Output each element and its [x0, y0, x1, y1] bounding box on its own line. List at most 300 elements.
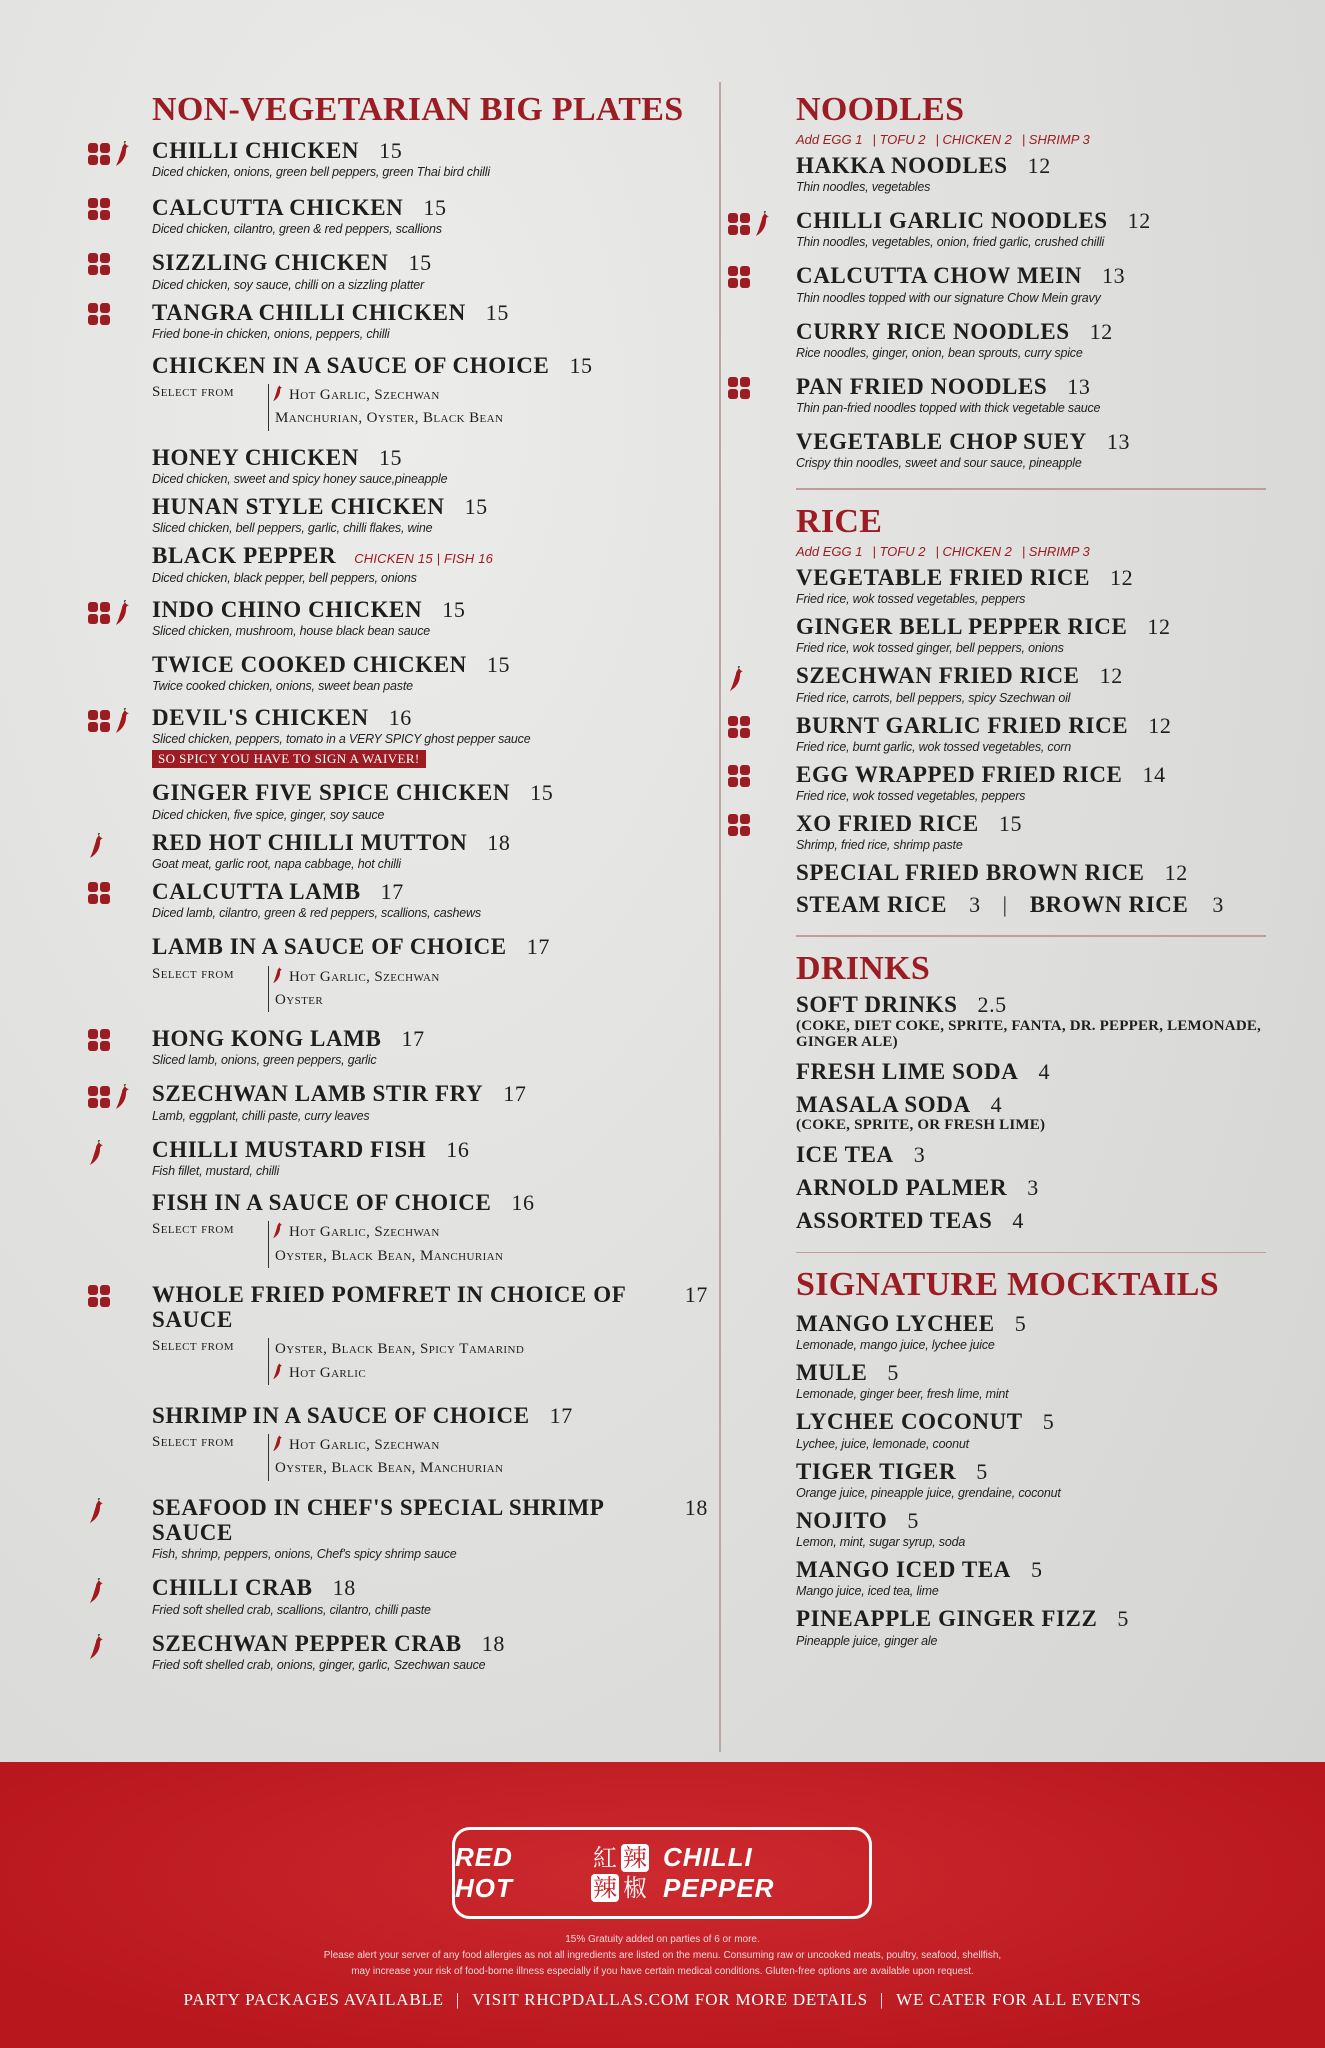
- menu-item-description: Fried rice, carrots, bell peppers, spicy Szechwan oil: [796, 690, 1071, 705]
- chef-special-icon: [728, 213, 750, 235]
- chili-pepper-icon: [114, 600, 132, 626]
- section-title-big-plates: NON-VEGETARIAN BIG PLATES: [152, 91, 684, 128]
- logo-text-left: RED HOT: [455, 1842, 513, 1903]
- menu-item-name: CHICKEN IN A SAUCE OF CHOICE: [152, 352, 550, 378]
- item-icons: [88, 1498, 106, 1524]
- menu-item: [758, 762, 1263, 803]
- menu-item: [758, 1360, 1263, 1401]
- menu-item-price: 5: [887, 1359, 900, 1385]
- menu-item-name: CHILLI GARLIC NOODLES: [796, 207, 1108, 233]
- menu-item-name: CHILLI MUSTARD FISH: [152, 1136, 427, 1162]
- sauce-option: Hot Garlic, Szechwan: [289, 1437, 440, 1454]
- menu-item: [758, 1208, 1263, 1233]
- menu-item-description: Lamb, eggplant, chilli paste, curry leaves: [152, 1108, 370, 1123]
- menu-item: [88, 1575, 708, 1616]
- menu-item-name: PINEAPPLE GINGER FIZZ: [796, 1606, 1098, 1632]
- menu-item-name: XO FRIED RICE: [796, 811, 979, 837]
- column-divider: [719, 82, 721, 1752]
- menu-item-price: 2.5: [977, 992, 1007, 1018]
- chef-special-icon: [88, 1029, 110, 1051]
- chef-special-icon: [88, 1086, 110, 1108]
- menu-item: [88, 780, 708, 821]
- menu-item-name: TIGER TIGER: [796, 1458, 957, 1484]
- noodles-section: [758, 92, 1263, 470]
- menu-item-description: Fish, shrimp, peppers, onions, Chef's spicy shrimp sauce: [152, 1547, 457, 1562]
- menu-item: [758, 1175, 1263, 1200]
- menu-item: [88, 138, 708, 179]
- menu-item-name: CURRY RICE NOODLES: [796, 318, 1070, 344]
- menu-item-description: Rice noodles, ginger, onion, bean sprouts, curry spice: [796, 345, 1083, 360]
- menu-item: [88, 652, 708, 693]
- menu-item-name: MULE: [796, 1359, 868, 1385]
- brown-rice-price: 3: [1212, 891, 1225, 917]
- item-icons: [88, 253, 110, 275]
- steam-rice-row: [758, 892, 1263, 917]
- chef-special-icon: [88, 253, 110, 275]
- menu-item-name: TWICE COOKED CHICKEN: [152, 651, 467, 677]
- menu-item: [88, 830, 708, 871]
- menu-item: [758, 1059, 1263, 1084]
- item-icons: [88, 600, 132, 626]
- chili-pepper-icon: [88, 833, 106, 859]
- menu-item-description: Sliced chicken, bell peppers, garlic, chilli flakes, wine: [152, 521, 433, 536]
- menu-item-description: Sliced lamb, onions, green peppers, garlic: [152, 1053, 377, 1068]
- menu-item-description: Orange juice, pineapple juice, grendaine, coconut: [796, 1485, 1061, 1500]
- menu-item: [758, 713, 1263, 754]
- menu-item-description: Crispy thin noodles, sweet and sour sauce, pineapple: [796, 456, 1082, 471]
- menu-item-price: 12: [1027, 152, 1051, 178]
- footer: [0, 1762, 1325, 2048]
- menu-item-price: 14: [1142, 761, 1166, 787]
- noodles-addons: Add EGG 1 | TOFU 2 | CHICKEN 2 | SHRIMP 3: [796, 131, 1090, 147]
- sauce-option: Hot Garlic, Szechwan: [289, 968, 440, 985]
- chef-special-icon: [728, 716, 750, 738]
- menu-item-price: 13: [1106, 429, 1131, 455]
- menu-item-description: Mango juice, iced tea, lime: [796, 1584, 939, 1599]
- menu-item-description: Diced chicken, black pepper, bell peppers, onions: [152, 570, 417, 585]
- menu-item: [88, 879, 708, 920]
- chili-pepper-icon: [754, 211, 772, 237]
- menu-item-name: TANGRA CHILLI CHICKEN: [152, 299, 466, 325]
- menu-item: [88, 1495, 708, 1562]
- footer-info-line: PARTY PACKAGES AVAILABLE | VISIT RHCPDALLAS.COM FOR MORE DETAILS | WE CATER FOR ALL EVENTS: [183, 1990, 1142, 2009]
- menu-item-name: CALCUTTA LAMB: [152, 879, 361, 905]
- menu-item: [758, 1092, 1263, 1134]
- menu-item-description: Lemonade, ginger beer, fresh lime, mint: [796, 1387, 1009, 1402]
- menu-item: [88, 934, 708, 1012]
- right-column: [758, 92, 1263, 1648]
- menu-item: [758, 1409, 1263, 1450]
- menu-item-description: Diced chicken, cilantro, green & red peppers, scallions: [152, 222, 442, 237]
- menu-item-name: HONEY CHICKEN: [152, 444, 359, 470]
- menu-item-description: Thin noodles, vegetables: [796, 179, 931, 194]
- menu-item-price-options: CHICKEN 15 | FISH 16: [354, 551, 494, 567]
- menu-item-price: 15: [378, 444, 403, 470]
- menu-item: [88, 1631, 708, 1672]
- item-icons: [88, 1140, 106, 1166]
- menu-item-price: 12: [1147, 613, 1171, 639]
- divider-rice: [796, 488, 1266, 490]
- chili-pepper-icon: [271, 1362, 285, 1380]
- menu-item-price: 3: [913, 1141, 926, 1167]
- menu-item: [758, 1508, 1263, 1549]
- menu-item-name: SPECIAL FRIED BROWN RICE: [796, 860, 1145, 886]
- item-icons: [728, 765, 750, 787]
- select-from-label: Select from: [152, 1338, 234, 1355]
- menu-item: [758, 263, 1263, 304]
- menu-item-name: FRESH LIME SODA: [796, 1058, 1019, 1084]
- menu-item-name: GINGER FIVE SPICE CHICKEN: [152, 780, 511, 806]
- chili-pepper-icon: [114, 1084, 132, 1110]
- menu-item-description: Fish fillet, mustard, chilli: [152, 1164, 280, 1179]
- menu-item: [88, 300, 708, 341]
- rice-addons: Add EGG 1 | TOFU 2 | CHICKEN 2 | SHRIMP 3: [796, 543, 1090, 559]
- menu-item-name: CHILLI CHICKEN: [152, 137, 360, 163]
- chef-special-icon: [728, 765, 750, 787]
- menu-item-price: 5: [1117, 1606, 1130, 1632]
- select-from-label: Select from: [152, 1434, 234, 1451]
- sauce-choice: [152, 384, 708, 431]
- menu-item-description: Lemon, mint, sugar syrup, soda: [796, 1535, 966, 1550]
- sauce-option: Hot Garlic, Szechwan: [289, 387, 440, 404]
- menu-item-description: Fried rice, wok tossed ginger, bell peppers, onions: [796, 641, 1064, 656]
- menu-item-price: 18: [481, 1630, 505, 1656]
- item-icons: [728, 814, 750, 836]
- section-title-mocktails: SIGNATURE MOCKTAILS: [796, 1266, 1219, 1303]
- menu-item-description: Fried rice, burnt garlic, wok tossed vegetables, corn: [796, 739, 1071, 754]
- menu-item-name: CHILLI CRAB: [152, 1575, 313, 1601]
- menu-item-description: Fried rice, wok tossed vegetables, peppers: [796, 789, 1026, 804]
- menu-item: [88, 705, 708, 768]
- menu-item: [758, 1459, 1263, 1500]
- sauce-option: Manchurian, Oyster, Black Bean: [275, 410, 504, 427]
- menu-item-name: BLACK PEPPER: [152, 543, 337, 569]
- chili-pepper-icon: [88, 1634, 106, 1660]
- item-icons: [728, 377, 750, 399]
- menu-item: [758, 565, 1263, 606]
- menu-item-description: Fried rice, wok tossed vegetables, peppers: [796, 591, 1026, 606]
- menu-item-name: WHOLE FRIED POMFRET IN CHOICE OF SAUCE: [152, 1281, 626, 1333]
- menu-item-name: FISH IN A SAUCE OF CHOICE: [152, 1190, 492, 1216]
- menu-item-name: SZECHWAN LAMB STIR FRY: [152, 1081, 484, 1107]
- menu-item-price: 5: [1014, 1310, 1027, 1336]
- chili-pepper-icon: [114, 141, 132, 167]
- menu-item-description: Diced chicken, soy sauce, chilli on a sizzling platter: [152, 277, 424, 292]
- menu-item-price: 13: [1101, 263, 1126, 289]
- menu-item-name: PAN FRIED NOODLES: [796, 373, 1048, 399]
- chef-special-icon: [88, 303, 110, 325]
- menu-item-description: Fried soft shelled crab, scallions, cilantro, chilli paste: [152, 1602, 431, 1617]
- menu-item: [88, 445, 708, 486]
- menu-item-price: 5: [976, 1458, 988, 1484]
- sauce-option: Hot Garlic, Szechwan: [289, 1224, 440, 1241]
- menu-item-price: 4: [990, 1091, 1003, 1117]
- menu-item-price: 4: [1012, 1208, 1025, 1234]
- menu-item-price: 17: [380, 879, 404, 905]
- select-from-label: Select from: [152, 965, 234, 982]
- menu-item-description: Goat meat, garlic root, napa cabbage, hot chilli: [152, 857, 401, 872]
- menu-item-price: 15: [530, 780, 554, 806]
- menu-item-price: 18: [487, 829, 511, 855]
- menu-item: [758, 208, 1263, 249]
- menu-item: [758, 374, 1263, 415]
- sauce-choice: [152, 1434, 708, 1481]
- menu-item-description: Sliced chicken, mushroom, house black bean sauce: [152, 623, 431, 638]
- menu-item-name: MASALA SODA: [796, 1091, 971, 1117]
- menu-item-name: DEVIL'S CHICKEN: [152, 705, 369, 731]
- menu-item-name: SHRIMP IN A SAUCE OF CHOICE: [152, 1402, 530, 1428]
- chef-special-icon: [728, 814, 750, 836]
- chef-special-icon: [728, 377, 750, 399]
- chili-pepper-icon: [271, 384, 285, 402]
- item-icons: [88, 303, 110, 325]
- menu-item-name: ARNOLD PALMER: [796, 1174, 1008, 1200]
- chili-pepper-icon: [271, 1434, 285, 1452]
- menu-item-description: Lychee, juice, lemonade, coonut: [796, 1436, 969, 1451]
- menu-item: [88, 1282, 708, 1385]
- chef-special-icon: [88, 882, 110, 904]
- item-icons: [88, 141, 132, 167]
- divider-drinks: [796, 935, 1266, 937]
- gratuity-note: 15% Gratuity added on parties of 6 or more.: [565, 1934, 760, 1945]
- menu-item-price: 15: [423, 194, 447, 220]
- spicy-warning-badge: SO SPICY YOU HAVE TO SIGN A WAIVER!: [152, 750, 426, 768]
- menu-item-price: 15: [998, 811, 1023, 837]
- menu-item: [758, 1142, 1263, 1167]
- chef-special-icon: [88, 1285, 110, 1307]
- sauce-option: Hot Garlic: [289, 1364, 367, 1381]
- menu-item-price: 17: [549, 1402, 573, 1428]
- menu-item-price: 15: [464, 493, 488, 519]
- menu-item-price: 5: [1042, 1409, 1055, 1435]
- menu-item-name: RED HOT CHILLI MUTTON: [152, 829, 468, 855]
- menu-item-price: 17: [684, 1281, 708, 1307]
- menu-item-price: 16: [388, 705, 412, 731]
- big-plates-section: [88, 92, 708, 1672]
- menu-item-description: Diced lamb, cilantro, green & red peppers, scallions, cashews: [152, 906, 481, 921]
- item-icons: [88, 1634, 106, 1660]
- menu-item: [758, 1311, 1263, 1352]
- menu-item: [758, 319, 1263, 360]
- rice-section: [758, 504, 1263, 917]
- menu-item-price: 18: [684, 1494, 708, 1520]
- menu-item-price: 13: [1067, 373, 1091, 399]
- chef-special-icon: [88, 602, 110, 624]
- chili-pepper-icon: [88, 1498, 106, 1524]
- steam-rice-price: 3: [969, 891, 981, 917]
- menu-item-price: 17: [526, 934, 550, 960]
- item-icons: [728, 211, 772, 237]
- menu-item-description: Thin pan-fried noodles topped with thick vegetable sauce: [796, 401, 1101, 416]
- menu-item-price: 15: [379, 137, 403, 163]
- menu-item: [758, 1606, 1263, 1647]
- menu-item-name: EGG WRAPPED FRIED RICE: [796, 761, 1123, 787]
- menu-item: [88, 250, 708, 291]
- menu-item: [758, 1557, 1263, 1598]
- chili-pepper-icon: [271, 1221, 285, 1239]
- sauce-option: Oyster, Black Bean, Manchurian: [275, 1460, 504, 1477]
- mocktails-section: [758, 1267, 1263, 1648]
- chef-special-icon: [88, 198, 110, 220]
- logo-chinese-characters: 紅 辣 辣 椒: [592, 1844, 647, 1902]
- menu-item-description: Lemonade, mango juice, lychee juice: [796, 1337, 995, 1352]
- menu-item: [88, 195, 708, 236]
- item-icons: [88, 833, 106, 859]
- menu-item-name: HUNAN STYLE CHICKEN: [152, 493, 445, 519]
- item-icons: [728, 666, 746, 692]
- sauce-option: Oyster, Black Bean, Manchurian: [275, 1247, 504, 1264]
- menu-item: [88, 494, 708, 535]
- menu-item-description: Pineapple juice, ginger ale: [796, 1633, 938, 1648]
- item-icons: [88, 1084, 132, 1110]
- steam-rice-name: STEAM RICE: [796, 891, 948, 917]
- menu-item-price: 5: [1031, 1557, 1043, 1583]
- menu-item-description: Diced chicken, five spice, ginger, soy sauce: [152, 807, 385, 822]
- menu-item-name: ASSORTED TEAS: [796, 1208, 993, 1234]
- item-icons: [88, 708, 132, 734]
- catering-text: WE CATER FOR ALL EVENTS: [896, 1990, 1142, 2009]
- select-from-label: Select from: [152, 384, 234, 401]
- sauce-choice: [152, 966, 708, 1013]
- logo-text-right: CHILLI PEPPER: [662, 1842, 775, 1903]
- menu-item-name: VEGETABLE FRIED RICE: [796, 564, 1091, 590]
- menu-item-name: MANGO ICED TEA: [796, 1557, 1011, 1583]
- menu-item: [88, 543, 708, 584]
- menu-item-price: 16: [446, 1136, 470, 1162]
- menu-item: [758, 429, 1263, 470]
- menu-item-name: SIZZLING CHICKEN: [152, 250, 389, 276]
- select-from-label: Select from: [152, 1221, 234, 1238]
- menu-item-price: 12: [1110, 564, 1134, 590]
- menu-item-name: INDO CHINO CHICKEN: [152, 596, 423, 622]
- sauce-choice: [152, 1338, 708, 1385]
- chili-pepper-icon: [114, 708, 132, 734]
- item-icons: [88, 882, 110, 904]
- menu-item: [88, 353, 708, 431]
- brown-rice-name: BROWN RICE: [1029, 891, 1189, 917]
- menu-item: [88, 1081, 708, 1122]
- menu-item-price: 15: [485, 299, 509, 325]
- menu-item-name: SZECHWAN FRIED RICE: [796, 663, 1080, 689]
- menu-item-price: 12: [1148, 712, 1172, 738]
- menu-item-price: 15: [442, 596, 466, 622]
- menu-item: [88, 1137, 708, 1178]
- drinks-section: [758, 951, 1263, 1234]
- menu-item-name: GINGER BELL PEPPER RICE: [796, 613, 1128, 639]
- menu-item-description: Fried bone-in chicken, onions, peppers, chilli: [152, 326, 390, 341]
- menu-item: [88, 1190, 708, 1268]
- menu-item-description: Thin noodles, vegetables, onion, fried garlic, crushed chilli: [796, 235, 1105, 250]
- menu-item-price: 17: [401, 1026, 425, 1052]
- restaurant-logo: [452, 1827, 872, 1919]
- menu-item-price: 12: [1099, 663, 1123, 689]
- menu-item-name: MANGO LYCHEE: [796, 1310, 995, 1336]
- menu-item-price: 16: [511, 1190, 535, 1216]
- menu-item-name: SOFT DRINKS: [796, 992, 958, 1018]
- item-icons: [88, 198, 110, 220]
- menu-item-price: 12: [1089, 318, 1113, 344]
- sauce-option: Oyster, Black Bean, Spicy Tamarind: [275, 1341, 525, 1358]
- chili-pepper-icon: [88, 1140, 106, 1166]
- chili-pepper-icon: [271, 966, 285, 984]
- menu-item: [758, 153, 1263, 194]
- menu-item-name: HAKKA NOODLES: [796, 152, 1008, 178]
- menu-item-price: 4: [1038, 1058, 1051, 1084]
- menu-item: [88, 597, 708, 638]
- allergy-note-1: Please alert your server of any food allergies as not all ingredients are listed on the menu. Consuming raw or uncooked meats, poultry, seafood, shellfish,: [323, 1950, 1002, 1961]
- menu-item-name: BURNT GARLIC FRIED RICE: [796, 712, 1129, 738]
- website-link[interactable]: VISIT RHCPDALLAS.COM FOR MORE DETAILS: [472, 1990, 868, 2009]
- allergy-note-2: may increase your risk of food-borne illness especially if you have certain medical conditions. Gluten-free options are available upon request.: [351, 1966, 974, 1977]
- drink-note: (COKE, SPRITE, OR FRESH LIME): [796, 1117, 1046, 1134]
- menu-item: [758, 663, 1263, 704]
- menu-item-description: Fried soft shelled crab, onions, ginger, garlic, Szechwan sauce: [152, 1657, 486, 1672]
- menu-item-name: CALCUTTA CHICKEN: [152, 194, 404, 220]
- menu-item-description: Diced chicken, sweet and spicy honey sauce,pineapple: [152, 471, 448, 486]
- section-title-rice: RICE: [796, 502, 883, 540]
- menu-item-price: 5: [907, 1507, 919, 1533]
- menu-item-name: LAMB IN A SAUCE OF CHOICE: [152, 934, 507, 960]
- drink-note: (COKE, DIET COKE, SPRITE, FANTA, DR. PEPPER, LEMONADE, GINGER ALE): [796, 1017, 1262, 1051]
- menu-item-price: 12: [1127, 207, 1151, 233]
- menu-item-name: ICE TEA: [796, 1141, 894, 1167]
- menu-item-name: CALCUTTA CHOW MEIN: [796, 263, 1082, 289]
- item-icons: [88, 1029, 110, 1051]
- menu-item-description: Diced chicken, onions, green bell peppers, green Thai bird chilli: [152, 164, 490, 179]
- menu-item-price: 3: [1027, 1174, 1039, 1200]
- chef-special-icon: [88, 143, 110, 165]
- sauce-option: Oyster: [275, 991, 324, 1008]
- menu-item: [758, 860, 1263, 885]
- menu-item-description: Shrimp, fried rice, shrimp paste: [796, 838, 963, 853]
- chef-special-icon: [728, 266, 750, 288]
- menu-item: [758, 614, 1263, 655]
- menu-item-name: SZECHWAN PEPPER CRAB: [152, 1630, 462, 1656]
- menu-item-price: 12: [1164, 860, 1188, 886]
- chef-special-icon: [88, 710, 110, 732]
- item-icons: [728, 266, 750, 288]
- steam-rice-separator: |: [1002, 891, 1008, 917]
- menu-item: [758, 992, 1263, 1050]
- menu-item-price: 17: [503, 1081, 527, 1107]
- sauce-choice: [152, 1221, 708, 1268]
- chili-pepper-icon: [88, 1578, 106, 1604]
- menu-item-description: Sliced chicken, peppers, tomato in a VERY SPICY ghost pepper sauce: [152, 732, 531, 747]
- menu-item-price: 18: [332, 1575, 356, 1601]
- item-icons: [728, 716, 750, 738]
- menu-item-name: VEGETABLE CHOP SUEY: [796, 429, 1087, 455]
- menu-item-price: 15: [486, 651, 511, 677]
- menu-item-description: Thin noodles topped with our signature Chow Mein gravy: [796, 290, 1101, 305]
- section-title-drinks: DRINKS: [796, 949, 931, 987]
- menu-item-price: 15: [408, 250, 432, 276]
- menu-item-description: Twice cooked chicken, onions, sweet bean paste: [152, 679, 413, 694]
- party-packages-text: PARTY PACKAGES AVAILABLE: [183, 1990, 444, 2009]
- menu-item-name: LYCHEE COCONUT: [796, 1409, 1023, 1435]
- item-icons: [88, 1285, 110, 1307]
- menu-item-name: NOJITO: [796, 1507, 888, 1533]
- menu-item: [758, 811, 1263, 852]
- menu-item-price: 15: [569, 352, 593, 378]
- item-icons: [88, 1578, 106, 1604]
- divider-mocktails: [796, 1252, 1266, 1254]
- menu-item-name: SEAFOOD IN CHEF'S SPECIAL SHRIMP SAUCE: [152, 1494, 604, 1546]
- menu-item-name: HONG KONG LAMB: [152, 1026, 382, 1052]
- menu-item: [88, 1026, 708, 1067]
- chili-pepper-icon: [728, 666, 746, 692]
- menu-item: [88, 1403, 708, 1481]
- section-title-noodles: NOODLES: [796, 91, 965, 128]
